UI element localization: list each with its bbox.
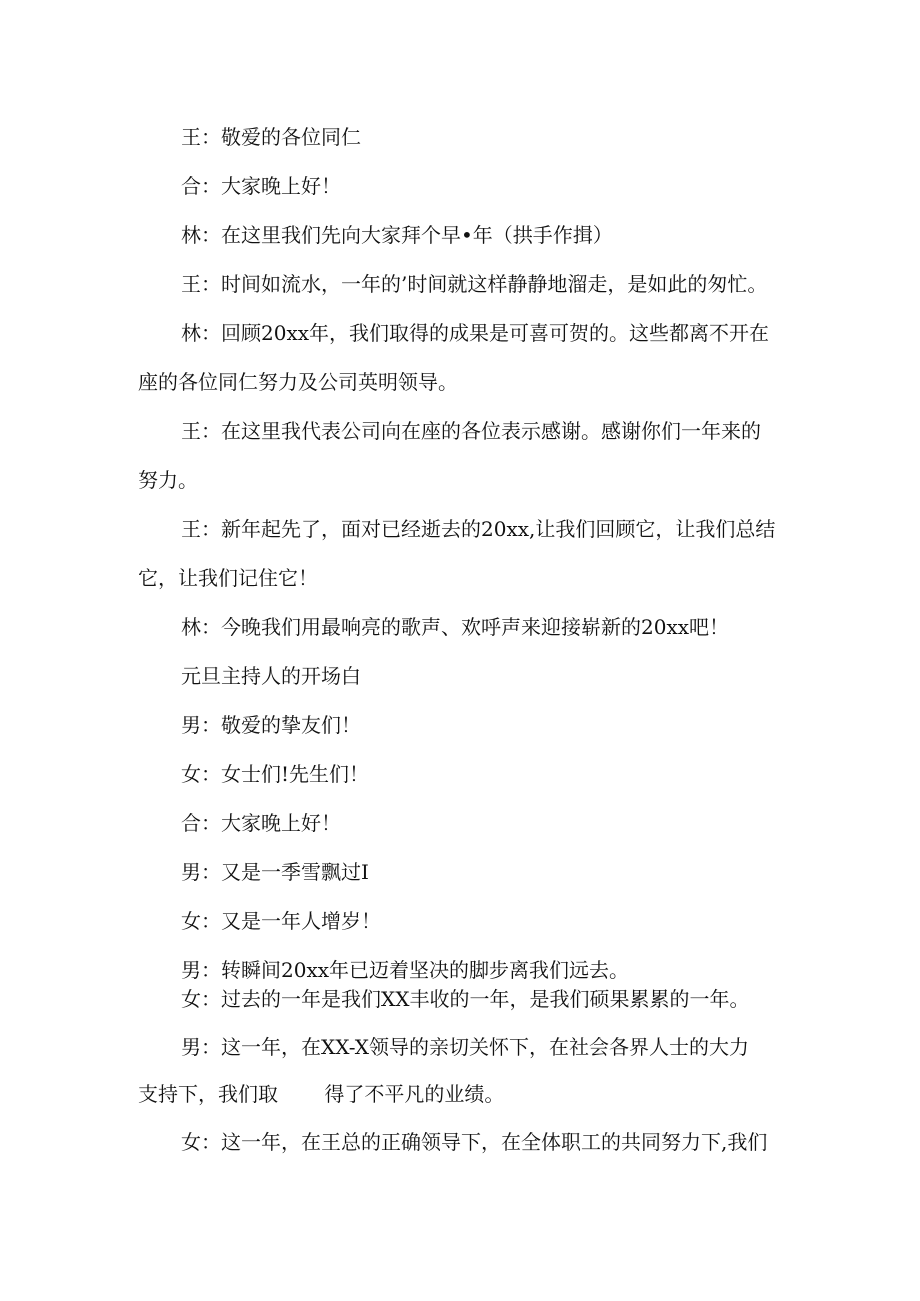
text-line: 林：今晚我们用最响亮的歌声、欢呼声来迎接崭新的20xx吧！ [181,615,730,639]
text-line: 男：转瞬间20xx年已迈着坚决的脚步离我们远去。 [181,958,630,982]
section-title: 元旦主持人的开场白 [181,664,361,688]
text-line: 王：新年起先了，面对已经逝去的20xx,让我们回顾它，让我们总结 [181,517,776,541]
text-line: 努力。 [138,468,198,492]
text-line: 王：在这里我代表公司向在座的各位表示感谢。感谢你们一年来的 [181,419,761,443]
text-line: 女：这一年，在王总的正确领导下，在全体职工的共同努力下,我们 [181,1130,768,1154]
text-line: 女：过去的一年是我们XX丰收的一年，是我们硕果累累的一年。 [181,987,750,1011]
text-line: 男：敬爱的挚友们！ [181,713,361,737]
text-line: 王：敬爱的各位同仁 [181,125,361,149]
text-line: 男：又是一季雪飘过I [181,860,369,884]
text-line: 女：又是一年人增岁！ [181,909,381,933]
text-line: 合：大家晚上好！ [181,174,341,198]
text-line: 男：这一年，在XX-X领导的亲切关怀下，在社会各界人士的大力 [181,1035,750,1059]
text-line: 座的各位同仁努力及公司英明领导。 [138,370,458,394]
text-line: 林：在这里我们先向大家拜个早•年（拱手作揖） [181,223,613,247]
text-line: 林：回顾20xx年，我们取得的成果是可喜可贺的。这些都离不开在 [181,321,770,345]
text-line: 它，让我们记住它！ [138,566,318,590]
text-line: 女：女士们!先生们！ [181,762,370,786]
text-line: 支持下，我们取 得了不平凡的业绩。 [138,1082,505,1106]
text-line: 王：时间如流水，一年的’时间就这样静静地溜走，是如此的匆忙。 [181,272,768,296]
text-line: 合：大家晚上好！ [181,811,341,835]
